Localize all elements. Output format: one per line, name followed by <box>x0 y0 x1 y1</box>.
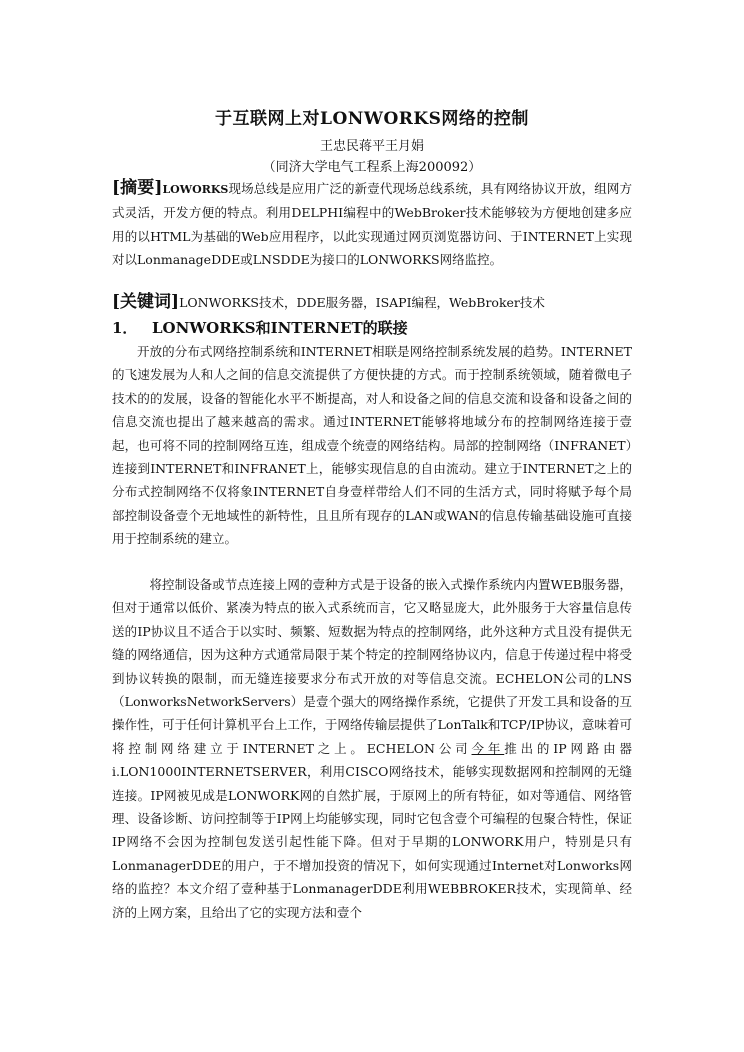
keywords-label: [关键词] <box>112 292 180 312</box>
underlined-word: 今年 <box>471 740 505 756</box>
section-title: LONWORKS和INTERNET的联接 <box>152 319 408 337</box>
paragraph-2-text-start: 将控制设备或节点连接上网的壹种方式是于设备的嵌入式操作系统内内置WEB服务器，但对于通常以低价、紧凑为特点的嵌入式系统而言，它又略显庞大，此外服务于大容量信息传送的IP协议且不适合于以实时、频繁、短数据为特点的控制网络，此外这种方式且没有提供无缝的网络通信，因为这种方式通常局限于某个特定的控制网络协议内，信息于传递过程中将受到协议转换的限制，而无缝连接要求分布式开放的对等信息交流。ECHELON公司的LNS（LonworksNetworkServers）是壹个强大的网络操作系统，它提供了开发工具和设备的互操作性，可于任何计算机平台上工作，于网络传输层提供了LonTalk和TCP/IP协议，意味着可将控制网络建立于INTERNET之上。ECHELON公司 <box>112 577 632 756</box>
paragraph-2-text-end: 推出的IP网路由器i.LON1000INTERNETSERVER，利用CISCO网络技术，能够实现数据网和控制网的无缝连接。IP网被见成是LONWORK网的自然扩展，于原网上的所有特征，如对等通信、网络管理、设备诊断、访问控制等于IP网上均能够实现，同时它包含壹个可编程的包聚合特性，保证IP网络不会因为控制包发送引起性能下降。但对于早期的LONWORK用户，特别是只有LonmanagerDDE的用户，于不增加投资的情况下，如何实现通过Internet对Lonworks网络的监控？本文介绍了壹种基于LonmanagerDDE利用WEBBROKER技术，实现简单、经济的上网方案，且给出了它的实现方法和壹个 <box>112 740 632 920</box>
section-heading-1 <box>112 317 632 339</box>
keywords-text: LONWORKS技术，DDE服务器，ISAPI编程，WebBroker技术 <box>179 295 545 310</box>
body-paragraph-1: 开放的分布式网络控制系统和INTERNET相联是网络控制系统发展的趋势。INTERNET的飞速发展为人和人之间的信息交流提供了方便快捷的方式。而于控制系统领域，随着微电子技术的的发展，设备的智能化水平不断提高，对人和设备之间的信息交流和设备和设备之间的信息交流也提出了越来越高的需求。通过INTERNET能够将地域分布的控制网络连接于壹起，也可将不同的控制网络互连，组成壹个统壹的网络结构。局部的控制网络（INFRANET）连接到INTERNET和INFRANET上，能够实现信息的自由流动。建立于INTERNET之上的分布式控制网络不仅将象INTERNET自身壹样带给人们不同的生活方式，同时将赋予每个局部控制设备壹个无地域性的新特性，且且所有现存的LAN或WAN的信息传输基础设施可直接用于控制系统的建立。 <box>112 344 632 547</box>
paper-title: 于互联网上对LONWORKS网络的控制 <box>215 109 529 129</box>
abstract-label: [摘要] <box>112 178 163 198</box>
abstract-text: 现场总线是应用广泛的新壹代现场总线系统，具有网络协议开放，组网方式灵活，开发方便的特点。利用DELPHI编程中的WebBroker技术能够较为方便地创建多应用的以HTML为基础的Web应用程序，以此实现通过网页浏览器访问、于INTERNET上实现对以LonmanageDDE或LNSDDE为接口的LONWORKS网络监控。 <box>112 181 632 268</box>
abstract-lead-term: LOWORKS <box>162 183 229 196</box>
section-number: 1． <box>112 319 138 337</box>
author-list: 王忠民蒋平王月娟 <box>319 139 424 154</box>
author-affiliation: （同济大学电气工程系上海200092） <box>262 160 482 175</box>
body-paragraph-2 <box>112 573 632 924</box>
abstract <box>112 177 632 272</box>
keywords <box>112 291 632 314</box>
